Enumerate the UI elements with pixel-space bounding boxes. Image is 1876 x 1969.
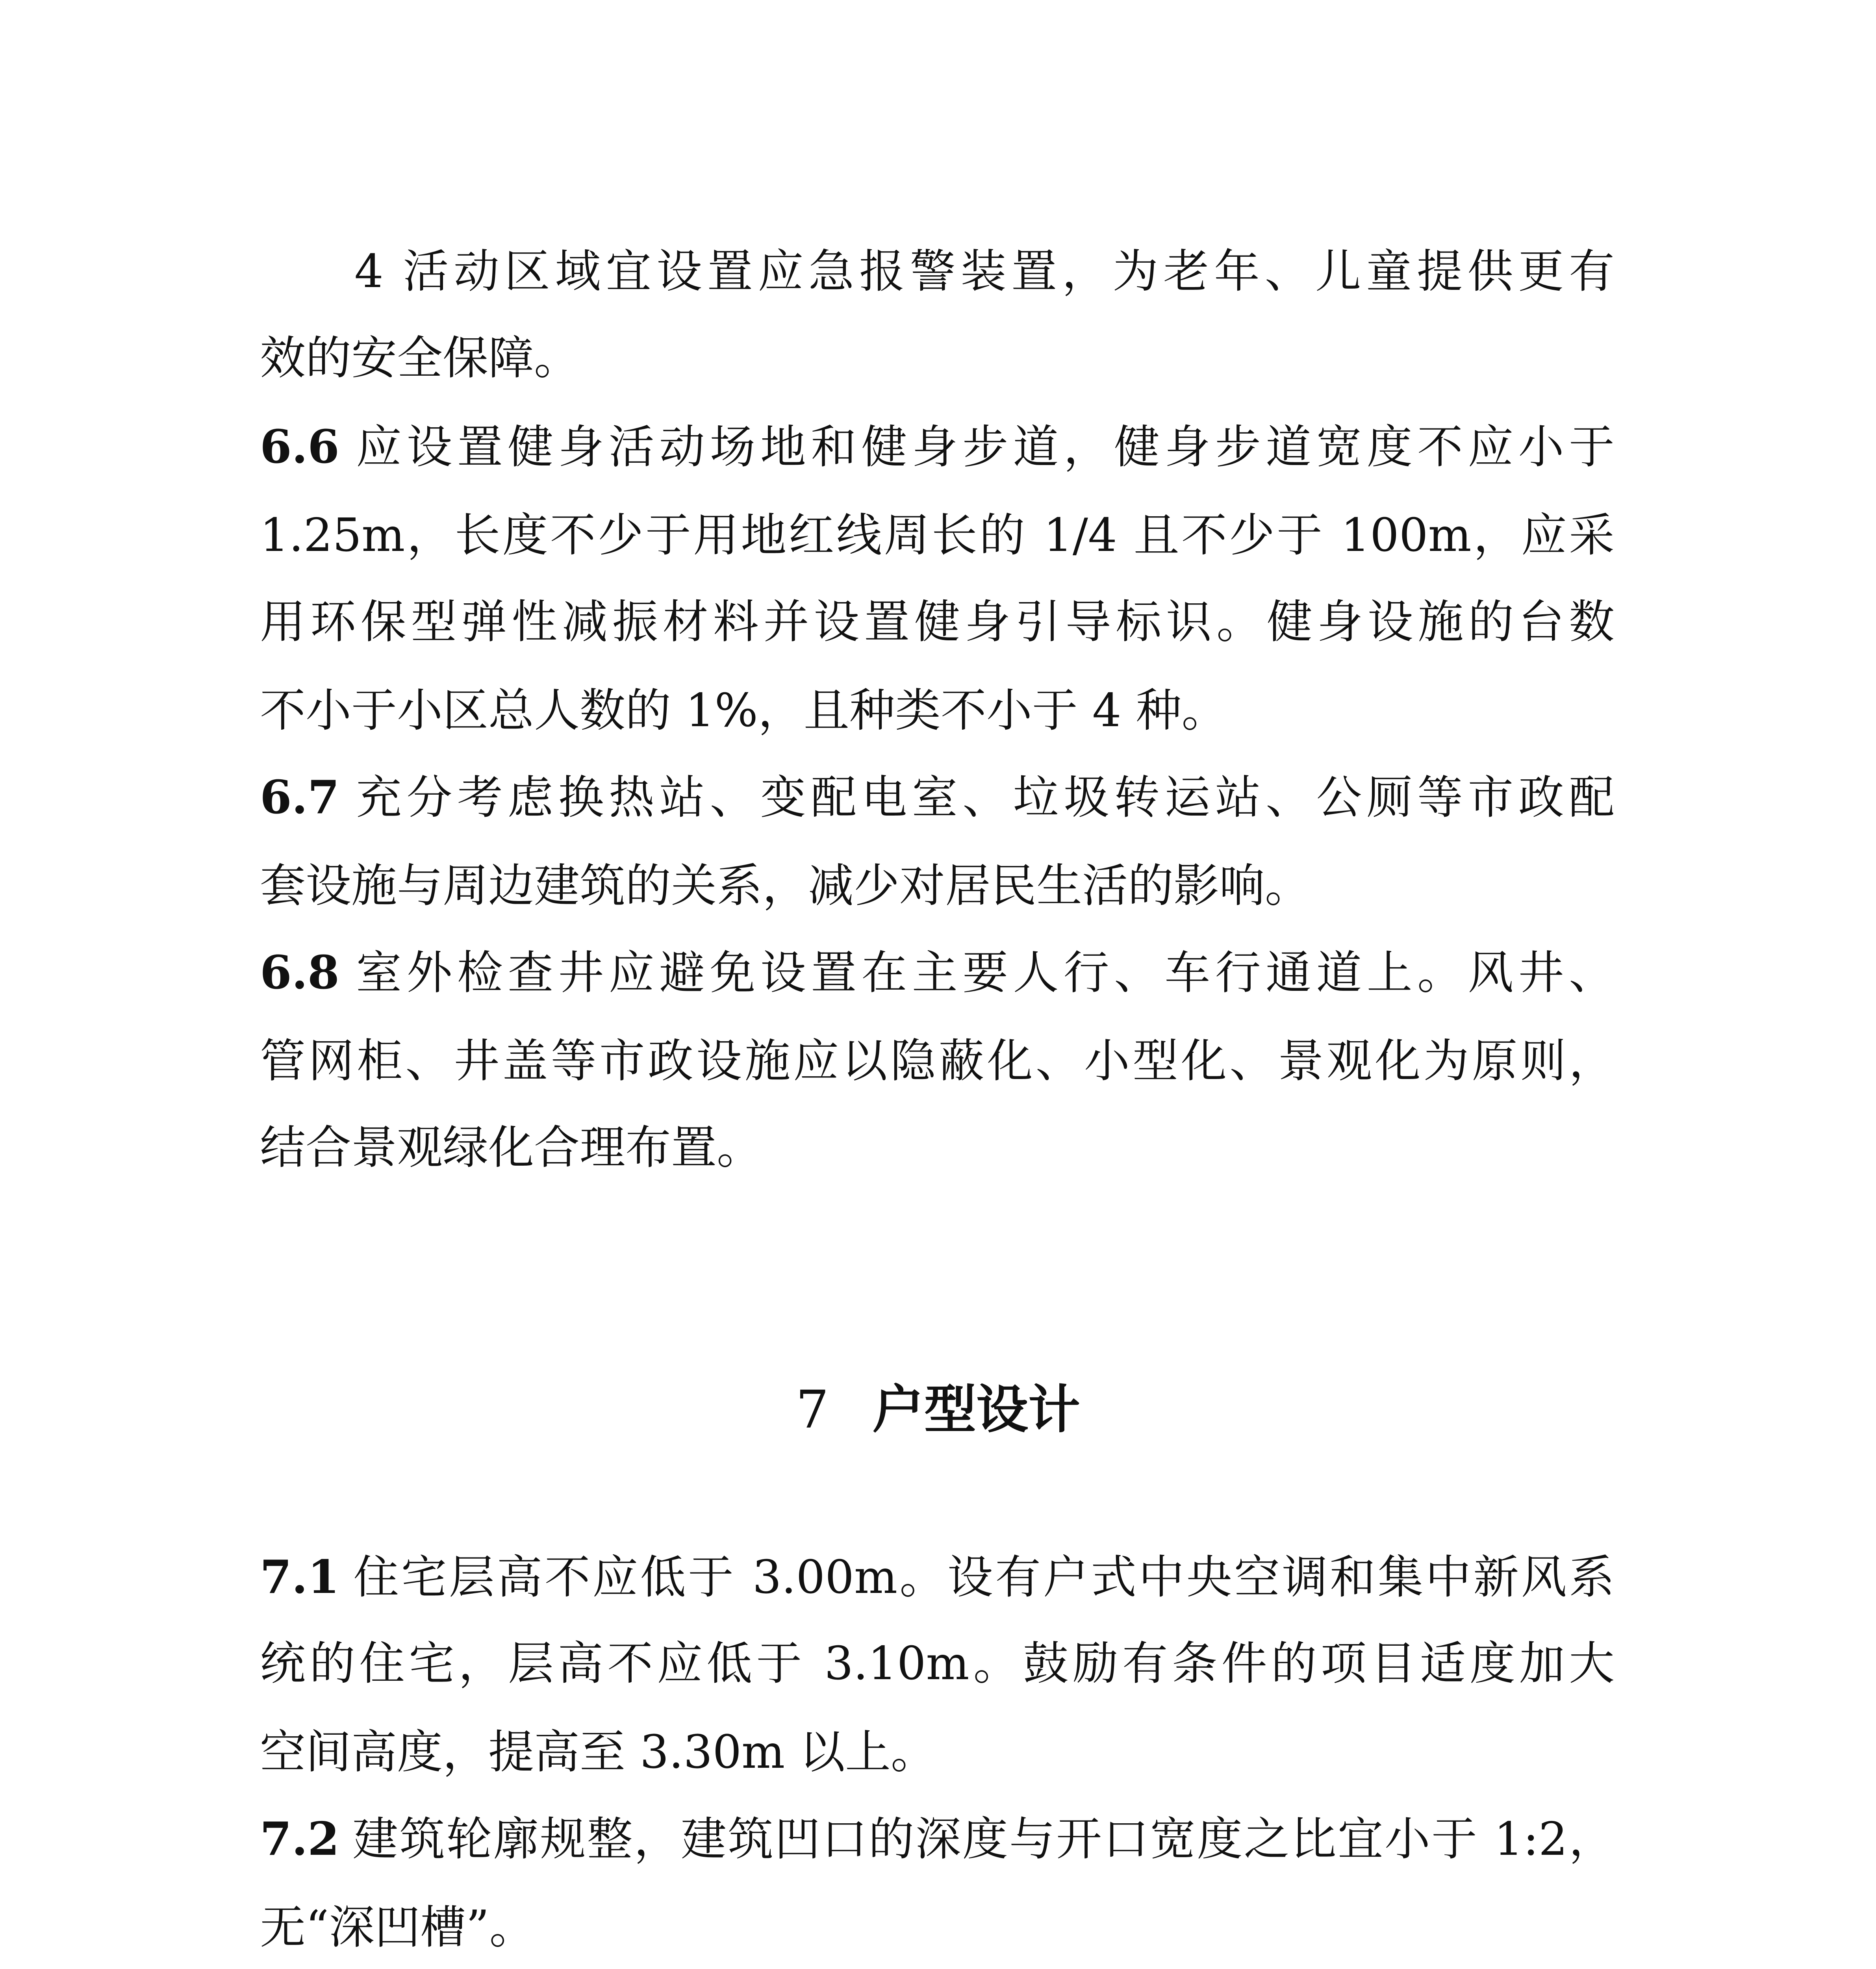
text-line: 结合景观绿化合理布置。	[260, 1121, 762, 1174]
text-line: 管网柜、井盖等市政设施应以隐蔽化、小型化、景观化为原则，	[260, 1035, 1615, 1088]
text-line: 用环保型弹性减振材料并设置健身引导标识。健身设施的台数	[260, 595, 1615, 649]
clause-number: 7.1	[260, 1550, 339, 1604]
text-line: 不小于小区总人数的 1%，且种类不小于 4 种。	[260, 684, 1227, 737]
text-line: 1.25m，长度不少于用地红线周长的 1/4 且不少于 100m，应采	[260, 509, 1615, 562]
clause-6-8-line-1	[260, 945, 1615, 1000]
chapter-title: 户型设计	[872, 1379, 1080, 1440]
clause-6-7-line-1	[260, 770, 1615, 825]
chapter-heading	[0, 1378, 1876, 1441]
clause-number: 6.7	[260, 771, 339, 824]
chapter-number: 7	[796, 1379, 829, 1440]
clause-text: 建筑轮廓规整，建筑凹口的深度与开口宽度之比宜小于 1:2，	[351, 1813, 1615, 1866]
clause-text: 应设置健身活动场地和健身步道，健身步道宽度不应小于	[351, 421, 1615, 474]
text-line: 无“深凹槽”。	[260, 1901, 535, 1954]
text-line: 4 活动区域宜设置应急报警装置，为老年、儿童提供更有	[354, 245, 1615, 298]
clause-number: 7.2	[260, 1812, 339, 1866]
clause-7-2-line-1	[260, 1811, 1615, 1867]
clause-text: 住宅层高不应低于 3.00m。设有户式中央空调和集中新风系	[351, 1551, 1615, 1604]
clause-number: 6.8	[260, 946, 339, 999]
text-line: 套设施与周边建筑的关系，减少对居民生活的影响。	[260, 859, 1311, 912]
clause-6-6-line-1	[260, 419, 1615, 475]
text-line: 空间高度，提高至 3.30m 以上。	[260, 1726, 937, 1779]
clause-number: 6.6	[260, 420, 339, 474]
text-line: 效的安全保障。	[260, 332, 580, 385]
clause-text: 室外检查井应避免设置在主要人行、车行通道上。风井、	[351, 946, 1615, 999]
clause-7-1-line-1	[260, 1550, 1615, 1605]
text-line: 统的住宅，层高不应低于 3.10m。鼓励有条件的项目适度加大	[260, 1637, 1615, 1690]
clause-text: 充分考虑换热站、变配电室、垃圾转运站、公厕等市政配	[351, 771, 1615, 824]
